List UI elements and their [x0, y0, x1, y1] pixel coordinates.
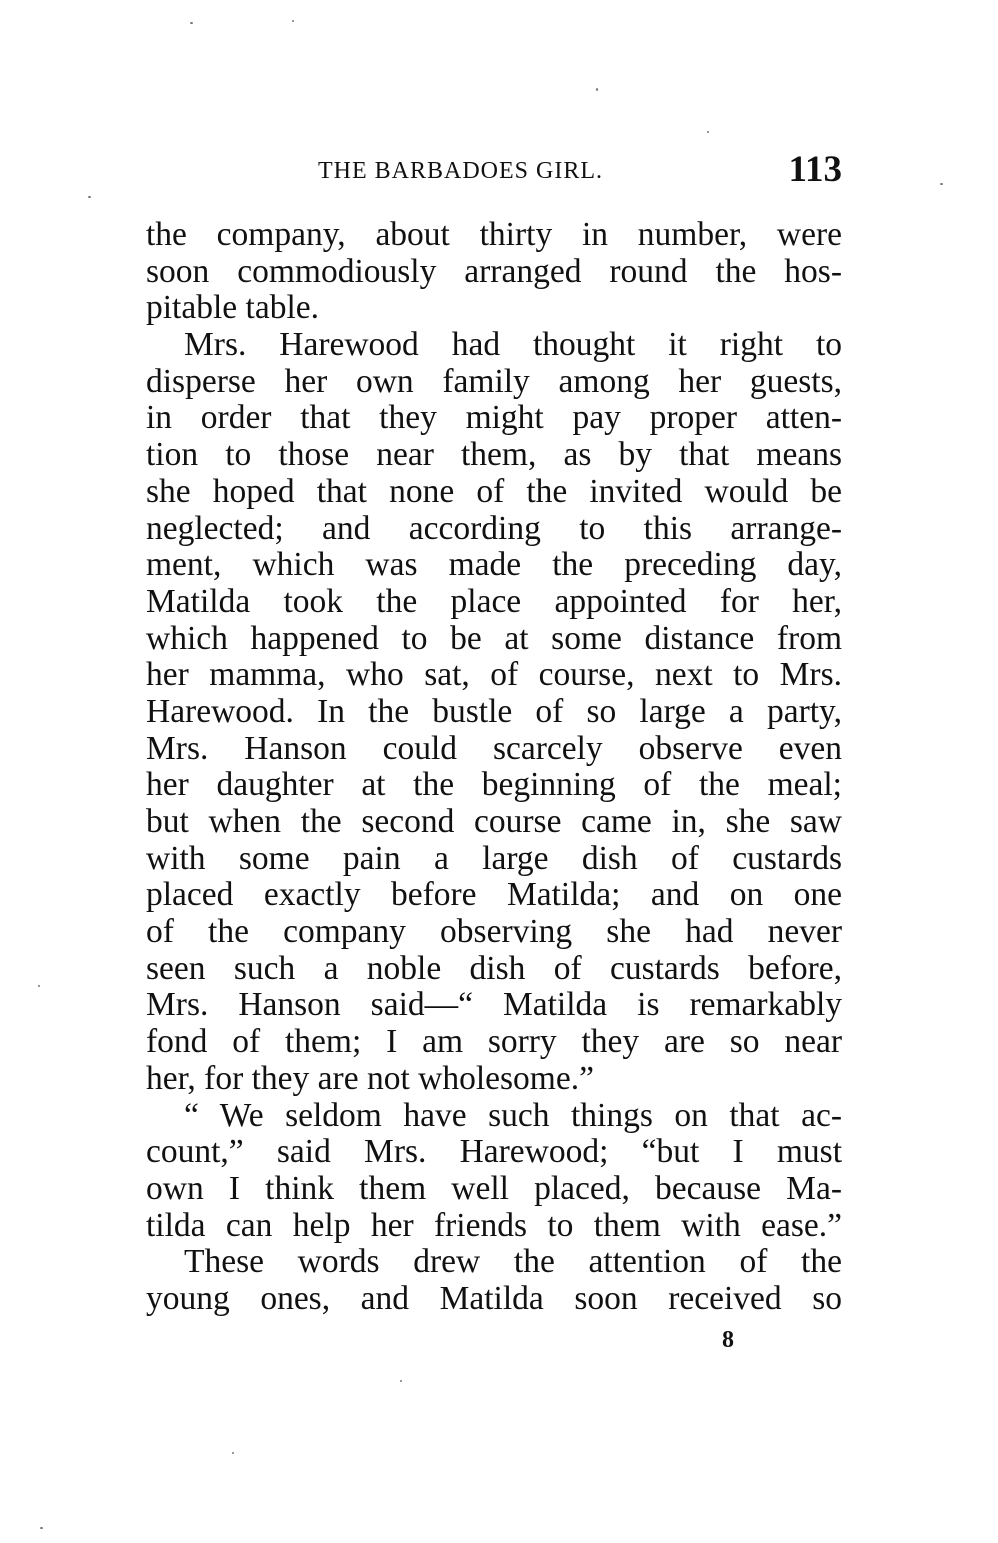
- text-line: count,” said Mrs. Harewood; “but I must: [146, 1134, 842, 1171]
- paper-speck: [232, 1452, 234, 1454]
- paper-speck: [190, 22, 193, 24]
- text-line: neglected; and according to this arrange-: [146, 510, 842, 547]
- paper-speck: [940, 183, 943, 185]
- text-line: the company, about thirty in number, were: [146, 217, 842, 253]
- text-line: Harewood. In the bustle of so large a party,: [146, 693, 842, 730]
- text-line: pitable table.: [146, 290, 320, 327]
- text-line: young ones, and Matilda soon received so: [146, 1280, 842, 1317]
- paper-speck: [38, 985, 40, 987]
- running-head: [146, 148, 842, 192]
- text-line: ment, which was made the preceding day,: [146, 547, 842, 584]
- text-line: seen such a noble dish of custards before,: [146, 950, 842, 987]
- text-line: Matilda took the place appointed for her,: [146, 583, 842, 620]
- text-line: her daughter at the beginning of the meal;: [146, 767, 842, 804]
- text-line: but when the second course came in, she saw: [146, 804, 842, 840]
- text-line: tion to those near them, as by that means: [146, 437, 842, 474]
- body-text: [146, 217, 842, 1318]
- text-line: These words drew the attention of the: [184, 1244, 842, 1281]
- paper-speck: [707, 131, 709, 133]
- text-line: tilda can help her friends to them with ease.”: [146, 1207, 842, 1244]
- paper-speck: [88, 196, 91, 198]
- text-line: “ We seldom have such things on that ac-: [184, 1097, 842, 1134]
- text-line: her, for they are not wholesome.”: [146, 1060, 594, 1097]
- text-line: disperse her own family among her guests,: [146, 363, 842, 400]
- text-line: Mrs. Harewood had thought it right to: [184, 327, 842, 364]
- running-title: THE BARBADOES GIRL.: [318, 158, 604, 184]
- text-line: Mrs. Hanson said—“ Matilda is remarkably: [146, 987, 842, 1024]
- text-line: with some pain a large dish of custards: [146, 840, 842, 877]
- text-line: fond of them; I am sorry they are so near: [146, 1024, 842, 1061]
- text-line: placed exactly before Matilda; and on one: [146, 877, 842, 914]
- text-line: of the company observing she had never: [146, 914, 842, 951]
- text-line: she hoped that none of the invited would be: [146, 473, 842, 510]
- text-line: own I think them well placed, because Ma-: [146, 1170, 842, 1207]
- signature-mark: 8: [722, 1327, 734, 1353]
- text-line: in order that they might pay proper atten-: [146, 400, 842, 437]
- paper-speck: [40, 1527, 43, 1529]
- text-line: Mrs. Hanson could scarcely observe even: [146, 730, 842, 767]
- page-number: 113: [788, 149, 842, 190]
- paper-speck: [400, 1380, 402, 1382]
- paper-speck: [596, 88, 598, 91]
- paper-speck: [292, 20, 294, 22]
- text-line: her mamma, who sat, of course, next to Mrs.: [146, 657, 842, 694]
- text-line: which happened to be at some distance from: [146, 620, 842, 657]
- text-line: soon commodiously arranged round the hos-: [146, 253, 842, 290]
